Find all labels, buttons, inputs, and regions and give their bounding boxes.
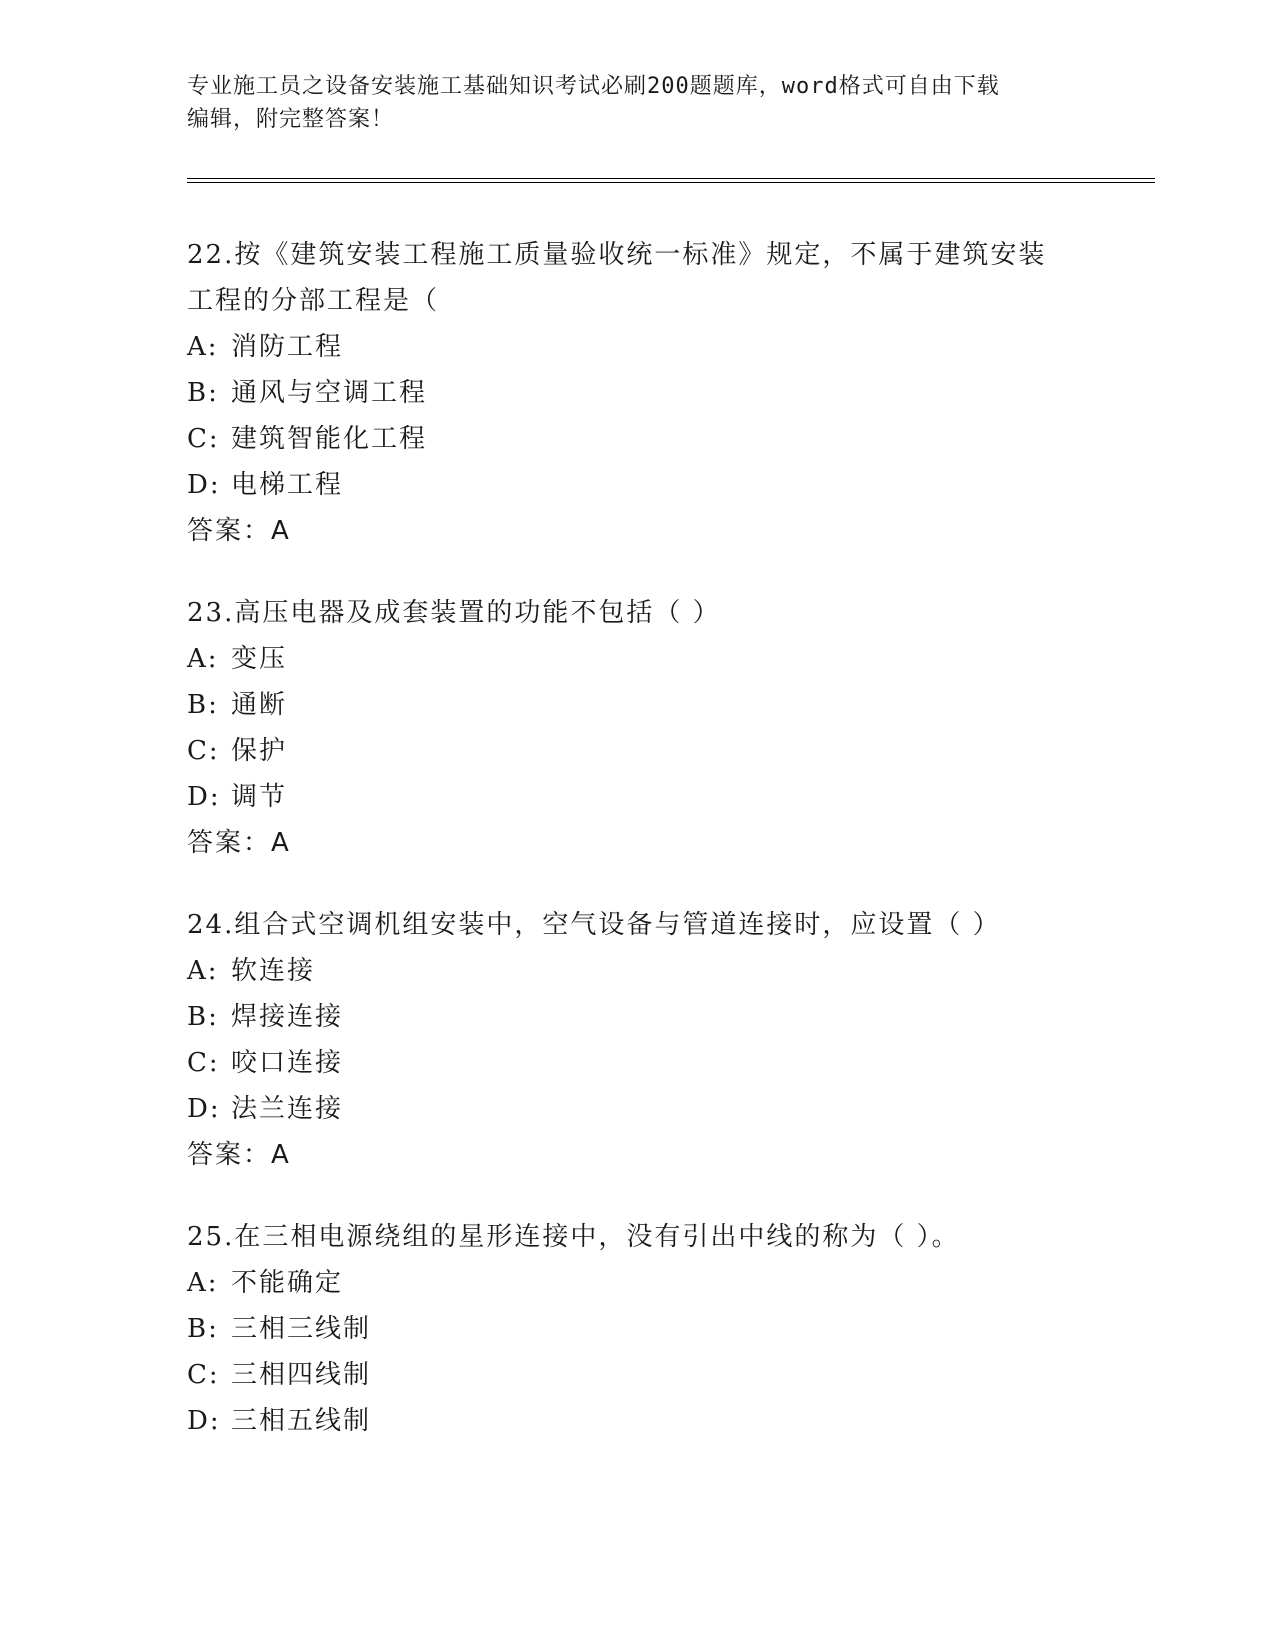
- option-letter: B:: [187, 1314, 219, 1344]
- question-23: [187, 590, 1087, 866]
- option-text: 消防工程: [231, 332, 344, 362]
- option-text: 软连接: [231, 956, 316, 986]
- option-text: 三相三线制: [231, 1314, 372, 1344]
- option-letter: A:: [187, 332, 219, 362]
- question-stem: 22.按《建筑安装工程施工质量验收统一标准》规定，不属于建筑安装: [187, 240, 1047, 270]
- option-c: [187, 728, 1087, 774]
- question-list: [187, 232, 1087, 1480]
- option-a: [187, 948, 1087, 994]
- option-a: [187, 636, 1087, 682]
- question-stem: 24.组合式空调机组安装中，空气设备与管道连接时，应设置（ ）: [187, 910, 1001, 940]
- option-d: [187, 774, 1087, 820]
- option-text: 通断: [231, 690, 288, 720]
- option-text: 三相五线制: [231, 1406, 372, 1436]
- question-24: [187, 902, 1087, 1178]
- option-b: [187, 1306, 1087, 1352]
- option-letter: A:: [187, 1268, 219, 1298]
- header-line-2: 编辑，附完整答案！: [187, 107, 395, 132]
- option-letter: C:: [187, 1048, 220, 1078]
- option-text: 保护: [231, 736, 288, 766]
- answer-line: 答案：A: [187, 828, 291, 858]
- document-header: [187, 70, 1087, 136]
- option-text: 三相四线制: [231, 1360, 372, 1390]
- option-a: [187, 1260, 1087, 1306]
- option-text: 调节: [231, 782, 288, 812]
- option-c: [187, 416, 1087, 462]
- option-letter: B:: [187, 1002, 219, 1032]
- header-line-1: 专业施工员之设备安装施工基础知识考试必刷200题题库，word格式可自由下载: [187, 74, 1000, 99]
- option-letter: D:: [187, 1094, 221, 1124]
- answer-line: 答案：A: [187, 516, 291, 546]
- option-text: 法兰连接: [231, 1094, 344, 1124]
- header-divider-top: [187, 178, 1155, 179]
- option-text: 建筑智能化工程: [231, 424, 428, 454]
- option-letter: B:: [187, 690, 219, 720]
- option-letter: A:: [187, 956, 219, 986]
- option-text: 变压: [231, 644, 288, 674]
- option-text: 通风与空调工程: [231, 378, 428, 408]
- option-c: [187, 1352, 1087, 1398]
- option-d: [187, 1086, 1087, 1132]
- option-letter: C:: [187, 424, 220, 454]
- option-b: [187, 994, 1087, 1040]
- option-b: [187, 682, 1087, 728]
- option-a: [187, 324, 1087, 370]
- option-letter: D:: [187, 470, 221, 500]
- option-letter: D:: [187, 782, 221, 812]
- answer-line: 答案：A: [187, 1140, 291, 1170]
- question-stem: 23.高压电器及成套装置的功能不包括（ ）: [187, 598, 721, 628]
- option-letter: D:: [187, 1406, 221, 1436]
- option-c: [187, 1040, 1087, 1086]
- option-text: 不能确定: [231, 1268, 344, 1298]
- header-divider-bottom: [187, 182, 1155, 183]
- question-stem: 25.在三相电源绕组的星形连接中，没有引出中线的称为（ ）。: [187, 1222, 960, 1252]
- option-text: 电梯工程: [231, 470, 344, 500]
- option-letter: A:: [187, 644, 219, 674]
- option-letter: C:: [187, 736, 220, 766]
- option-letter: B:: [187, 378, 219, 408]
- option-d: [187, 1398, 1087, 1444]
- option-letter: C:: [187, 1360, 220, 1390]
- option-d: [187, 462, 1087, 508]
- option-text: 咬口连接: [231, 1048, 344, 1078]
- option-b: [187, 370, 1087, 416]
- question-25: [187, 1214, 1087, 1444]
- question-22: [187, 232, 1087, 554]
- option-text: 焊接连接: [231, 1002, 344, 1032]
- question-stem-continued: 工程的分部工程是（: [187, 286, 440, 316]
